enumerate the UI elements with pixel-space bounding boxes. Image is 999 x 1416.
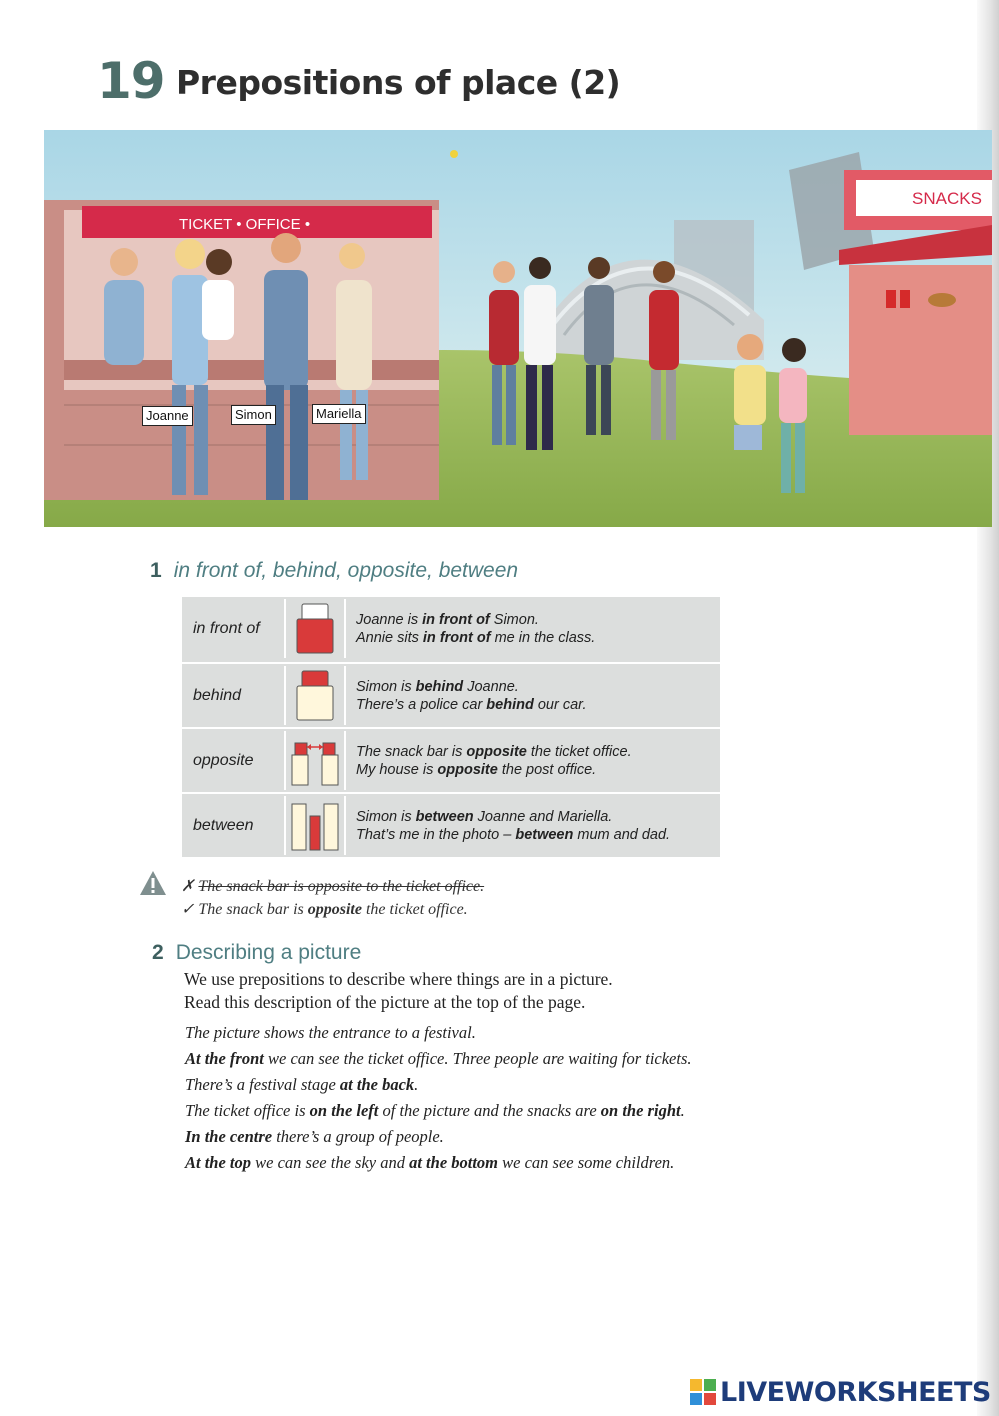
description-line: At the top we can see the sky and at the bottom we can see some children. (185, 1153, 675, 1172)
table-row (182, 792, 720, 857)
cross-mark-icon: ✗ (181, 878, 195, 895)
snacks-sign-text: SNACKS (912, 189, 982, 208)
examples: The snack bar is opposite the ticket office. My house is opposite the post office. (356, 744, 632, 778)
description-line: The ticket office is on the left of the picture and the snacks are on the right. (185, 1101, 685, 1120)
unit-number: 19 (97, 52, 165, 110)
label-mariella: Mariella (312, 404, 366, 424)
label-simon: Simon (231, 405, 276, 425)
incorrect-example (181, 876, 484, 896)
section-1-title: in front of, behind, opposite, between (173, 559, 519, 582)
preposition-word: in front of (193, 620, 260, 637)
check-mark-icon: ✓ (181, 901, 195, 918)
preposition-word: behind (193, 687, 242, 704)
picture-description (185, 1020, 692, 1176)
section-1-heading (150, 559, 518, 583)
between-diagram-icon (284, 796, 346, 855)
description-line: The picture shows the entrance to a festival. (185, 1023, 476, 1042)
description-line: At the front we can see the ticket office. Three people are waiting for tickets. (185, 1049, 692, 1068)
correct-example: ✓ The snack bar is opposite the ticket office. (181, 901, 468, 918)
examples: Joanne is in front of Simon. Annie sits in front of me in the class. (356, 612, 596, 646)
in-front-of-diagram-icon (284, 599, 346, 658)
prepositions-table (182, 597, 720, 857)
preposition-word: opposite (193, 752, 254, 769)
description-line: In the centre there’s a group of people. (185, 1127, 444, 1146)
preposition-word: between (193, 817, 254, 834)
brand-name: LIVEWORKSHEETS (720, 1376, 991, 1408)
liveworksheets-icon (690, 1379, 716, 1405)
section-2-number: 2 (152, 941, 164, 964)
examples: Simon is behind Joanne. There’s a police car behind our car. (356, 679, 587, 713)
section-2-heading (152, 941, 361, 965)
section-2-intro: We use prepositions to describe where things are in a picture. Read this description of the picture at the top of the page. (184, 969, 613, 1012)
opposite-diagram-icon (284, 731, 346, 790)
booth-sign-text: TICKET • OFFICE • (179, 216, 311, 233)
label-joanne: Joanne (142, 406, 193, 426)
section-1-number: 1 (150, 559, 162, 582)
table-row (182, 727, 720, 792)
table-row (182, 597, 720, 660)
table-row (182, 662, 720, 727)
behind-diagram-icon (284, 666, 346, 725)
description-line: There’s a festival stage at the back. (185, 1075, 419, 1094)
page-title: Prepositions of place (2) (176, 63, 621, 102)
festival-illustration (44, 130, 992, 527)
incorrect-sentence: The snack bar is opposite to the ticket office. (198, 878, 485, 895)
examples: Simon is between Joanne and Mariella. That’s me in the photo – between mum and dad. (356, 809, 671, 843)
section-2-title: Describing a picture (175, 941, 362, 964)
festival-scene-image (44, 130, 992, 527)
warning-icon (138, 869, 168, 897)
liveworksheets-logo[interactable] (690, 1375, 991, 1409)
